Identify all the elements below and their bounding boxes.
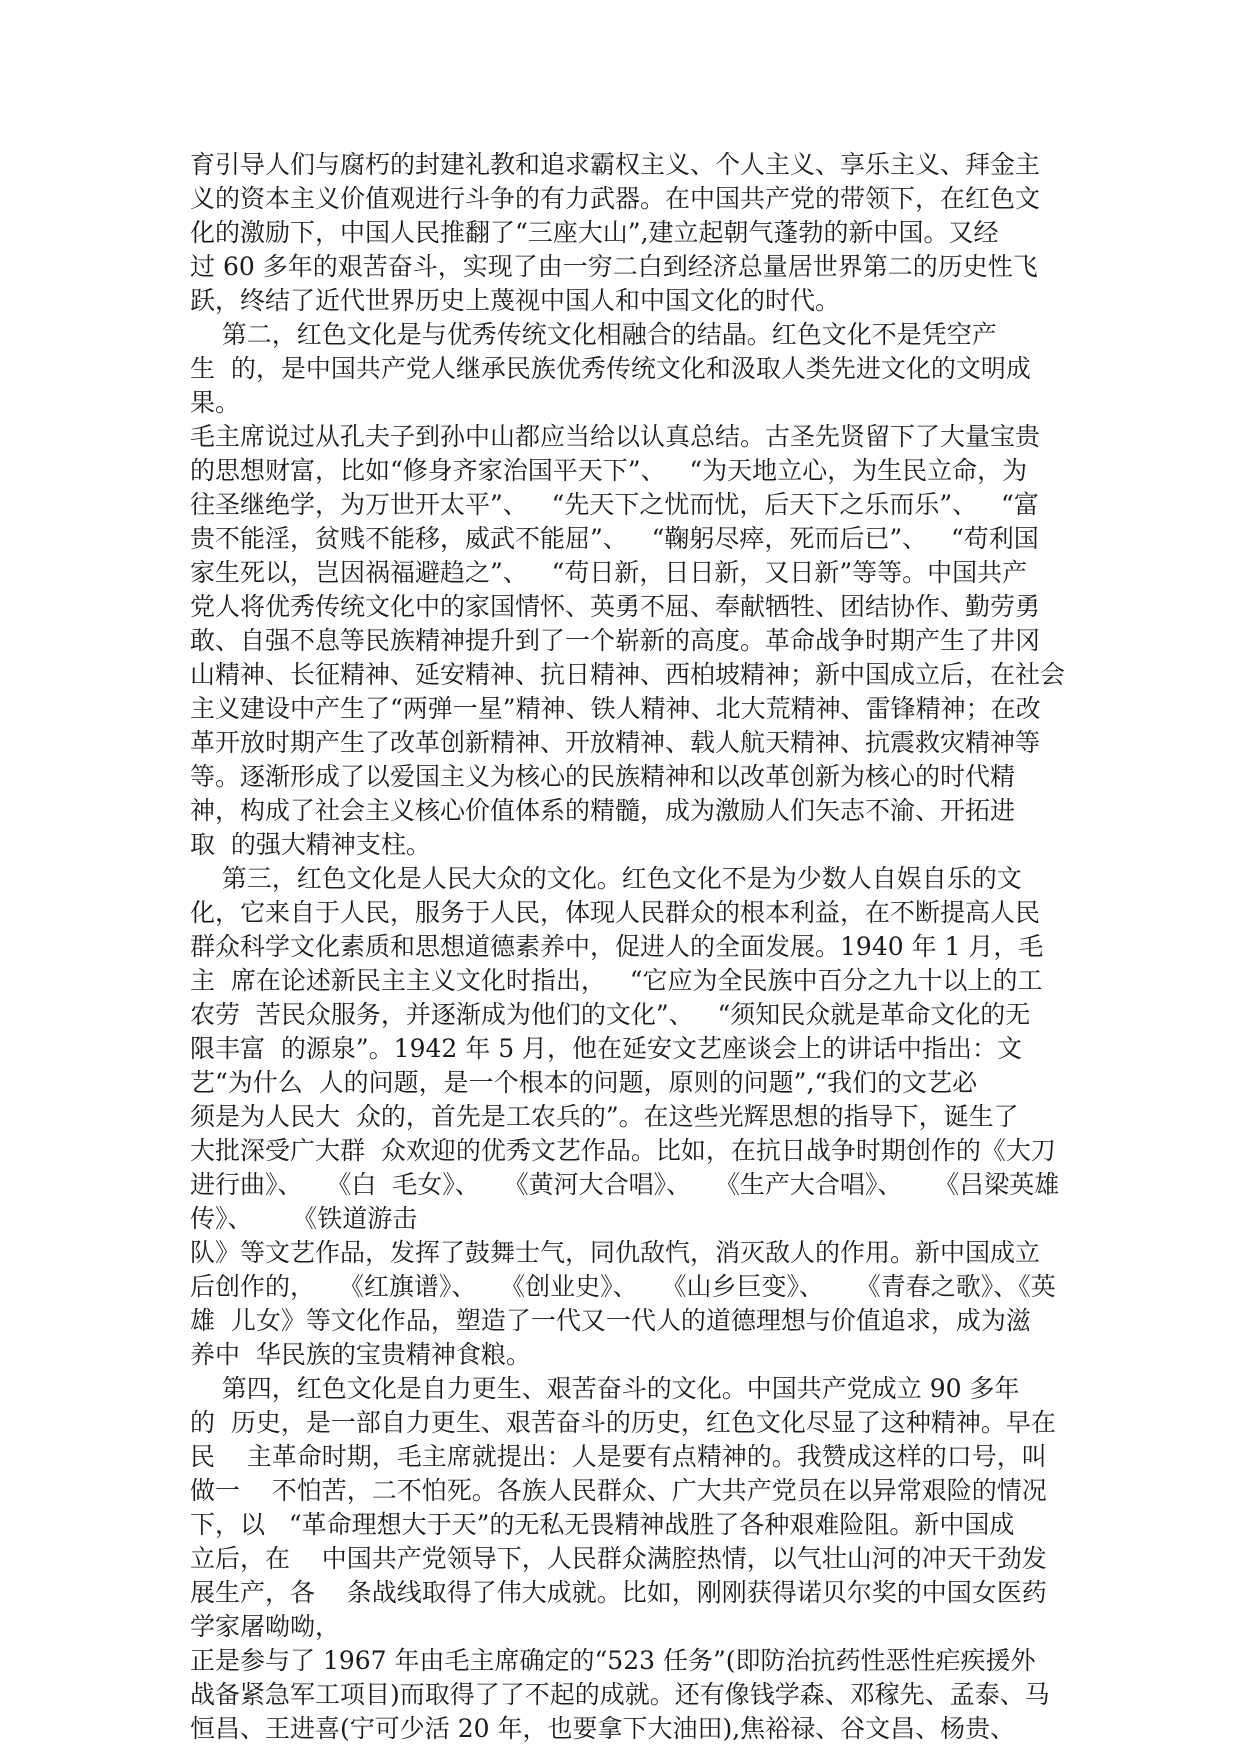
text-line: 主义建设中产生了“两弹一星”精神、铁人精神、北大荒精神、雷锋精神；在改 — [190, 694, 1041, 723]
text-line: 第二，红色文化是与优秀传统文化相融合的结晶。红色文化不是凭空产 — [190, 320, 997, 349]
text-line: 党人将优秀传统文化中的家国情怀、英勇不屈、奉献牺牲、团结协作、勤劳勇 — [190, 592, 1041, 621]
text-line: 的思想财富，比如“修身齐家治国平天下”、 “为天地立心，为生民立命，为 — [190, 456, 1028, 485]
text-line: 农劳 苦民众服务，并逐渐成为他们的文化”、 “须知民众就是革命文化的无 — [190, 1000, 1031, 1029]
text-line: 战备紧急军工项目)而取得了了不起的成就。还有像钱学森、邓稼先、孟泰、马 — [190, 1680, 1050, 1709]
text-line: 传》、 《铁道游击 — [190, 1204, 418, 1233]
text-line: 过 60 多年的艰苦奋斗，实现了由一穷二白到经济总量居世界第二的历史性飞 — [190, 252, 1038, 281]
text-line: 第四，红色文化是自力更生、艰苦奋斗的文化。中国共产党成立 90 多年 — [190, 1374, 1020, 1403]
text-line: 跃，终结了近代世界历史上蔑视中国人和中国文化的时代。 — [190, 286, 841, 315]
text-line: 展生产，各 条战线取得了伟大成就。比如，刚刚获得诺贝尔奖的中国女医药 — [190, 1578, 1047, 1607]
text-line: 大批深受广大群 众欢迎的优秀文艺作品。比如，在抗日战争时期创作的《大刀 — [190, 1136, 1056, 1165]
text-line: 的 历史，是一部自力更生、艰苦奋斗的历史，红色文化尽显了这种精神。早在 — [190, 1408, 1056, 1437]
text-line: 下，以 “革命理想大于天”的无私无畏精神战胜了各种艰难险阻。新中国成 — [190, 1510, 1015, 1539]
text-line: 革开放时期产生了改革创新精神、开放精神、载人航天精神、抗震救灾精神等 — [190, 728, 1041, 757]
text-line: 后创作的， 《红旗谱》、 《创业史》、 《山乡巨变》、 《青春之歌》、《英 — [190, 1272, 1056, 1301]
text-line: 养中 华民族的宝贵精神食粮。 — [190, 1340, 531, 1369]
text-line: 毛主席说过从孔夫子到孙中山都应当给以认真总结。古圣先贤留下了大量宝贵 — [190, 422, 1041, 451]
text-line: 山精神、长征精神、延安精神、抗日精神、西柏坡精神；新中国成立后，在社会 — [190, 660, 1066, 689]
text-line: 正是参与了 1967 年由毛主席确定的“523 任务”(即防治抗药性恶性疟疾援外 — [190, 1646, 1036, 1675]
text-line: 育引导人们与腐朽的封建礼教和追求霸权主义、个人主义、享乐主义、拜金主 — [190, 150, 1041, 179]
document-page — [190, 148, 1070, 1746]
text-line: 须是为人民大 众的，首先是工农兵的”。在这些光辉思想的指导下，诞生了 — [190, 1102, 1019, 1131]
text-line: 做一 不怕苦，二不怕死。各族人民群众、广大共产党员在以异常艰险的情况 — [190, 1476, 1047, 1505]
text-line: 雄 儿女》等文化作品，塑造了一代又一代人的道德理想与价值追求，成为滋 — [190, 1306, 1031, 1335]
text-line: 贵不能淫，贫贱不能移，威武不能屈”、 “鞠躬尽瘁，死而后已”、 “苟利国 — [190, 524, 1039, 553]
text-line: 家生死以，岂因祸福避趋之”、 “苟日新，日日新，又日新”等等。中国共产 — [190, 558, 1028, 587]
text-line: 恒昌、王进喜(宁可少活 20 年，也要拿下大油田),焦裕禄、谷文昌、杨贵、 — [190, 1714, 1016, 1743]
text-line: 果。 — [190, 388, 241, 417]
text-line: 群众科学文化素质和思想道德素养中，促进人的全面发展。1940 年 1 月，毛 — [190, 932, 1044, 961]
text-line: 神，构成了社会主义核心价值体系的精髓，成为激励人们矢志不渝、开拓进 — [190, 796, 1016, 825]
text-line: 立后，在 中国共产党领导下，人民群众满腔热情，以气壮山河的冲天干劲发 — [190, 1544, 1047, 1573]
text-line: 往圣继绝学，为万世开太平”、 “先天下之忧而忧，后天下之乐而乐”、 “富 — [190, 490, 1039, 519]
text-line: 队》等文艺作品，发挥了鼓舞士气，同仇敌忾，消灭敌人的作用。新中国成立 — [190, 1238, 1041, 1267]
text-line: 限丰富 的源泉”。1942 年 5 月，他在延安文艺座谈会上的讲话中指出：文 — [190, 1034, 1023, 1063]
text-line: 学家屠呦呦， — [190, 1612, 341, 1641]
text-line: 义的资本主义价值观进行斗争的有力武器。在中国共产党的带领下，在红色文 — [190, 184, 1041, 213]
text-line: 取 的强大精神支柱。 — [190, 830, 431, 859]
text-line: 进行曲》、 《白 毛女》、 《黄河大合唱》、 《生产大合唱》、 《吕梁英雄 — [190, 1170, 1060, 1199]
text-line: 生 的，是中国共产党人继承民族优秀传统文化和汲取人类先进文化的文明成 — [190, 354, 1031, 383]
text-line: 民 主革命时期，毛主席就提出：人是要有点精神的。我赞成这样的口号，叫 — [190, 1442, 1047, 1471]
text-line: 等。逐渐形成了以爱国主义为核心的民族精神和以改革创新为核心的时代精 — [190, 762, 1016, 791]
text-line: 化的激励下，中国人民推翻了“三座大山”,建立起朝气蓬勃的新中国。又经 — [190, 218, 999, 247]
text-line: 敢、自强不息等民族精神提升到了一个崭新的高度。革命战争时期产生了井冈 — [190, 626, 1041, 655]
text-line: 艺“为什么 人的问题，是一个根本的问题，原则的问题”,“我们的文艺必 — [190, 1068, 978, 1097]
text-line: 化，它来自于人民，服务于人民，体现人民群众的根本利益，在不断提高人民 — [190, 898, 1041, 927]
text-line: 第三，红色文化是人民大众的文化。红色文化不是为少数人自娱自乐的文 — [190, 864, 1022, 893]
text-line: 主 席在论述新民主主义文化时指出， “它应为全民族中百分之九十以上的工 — [190, 966, 1043, 995]
